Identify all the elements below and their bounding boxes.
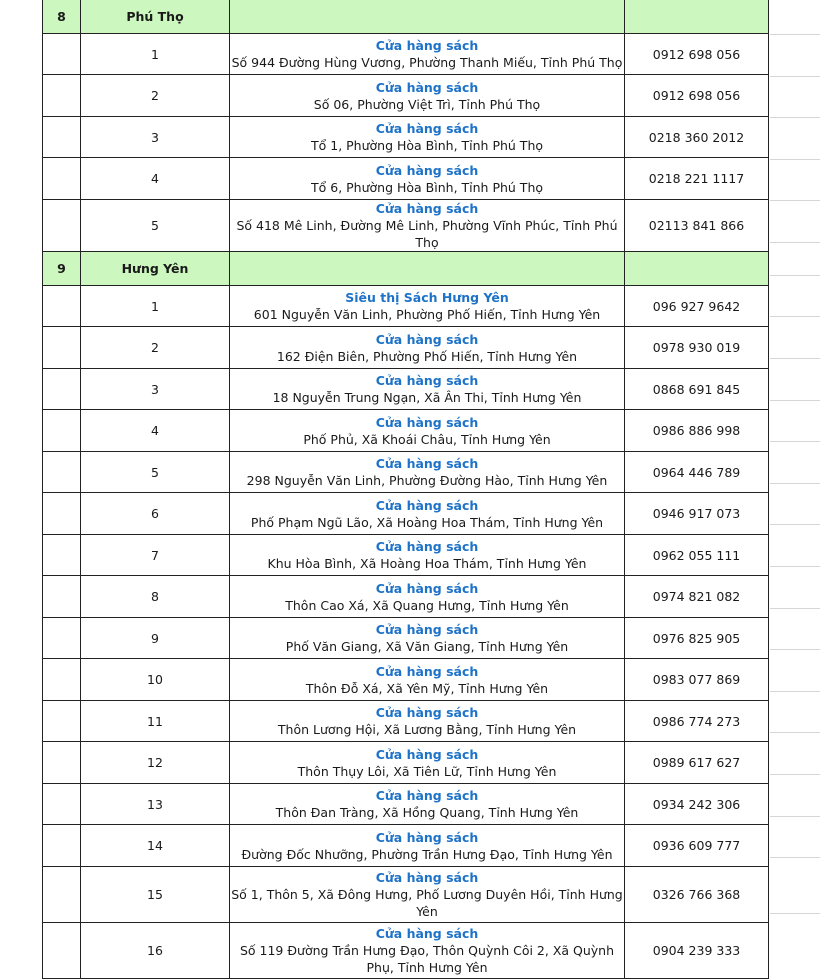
sheet-gridline: [770, 608, 820, 609]
store-name: Cửa hàng sách: [375, 497, 479, 513]
store-info-cell: [230, 825, 625, 867]
sheet-gridline: [770, 732, 820, 733]
store-phone-cell: 0946 917 073: [625, 493, 769, 535]
store-index-cell: 16: [81, 923, 230, 979]
store-phone-cell: 0218 221 1117: [625, 158, 769, 200]
store-row: [43, 117, 769, 158]
sheet-gridline: [770, 242, 820, 243]
store-row: [43, 410, 769, 452]
store-index-cell: 6: [81, 493, 230, 535]
province-blank-cell: [625, 252, 769, 286]
sheet-gridline: [770, 316, 820, 317]
store-info-cell: [230, 158, 625, 200]
store-info-cell: [230, 452, 625, 493]
blank-cell: [43, 784, 81, 825]
store-index-cell: 3: [81, 369, 230, 410]
sheet-gridline: [770, 400, 820, 401]
store-phone-cell: 096 927 9642: [625, 286, 769, 327]
store-phone-cell: 0326 766 368: [625, 867, 769, 923]
province-blank-cell: [230, 252, 625, 286]
blank-cell: [43, 867, 81, 923]
table-body: [43, 0, 769, 979]
blank-cell: [43, 701, 81, 742]
sheet-gridline: [770, 483, 820, 484]
store-row: [43, 825, 769, 867]
store-address: Thôn Cao Xá, Xã Quang Hưng, Tỉnh Hưng Yên: [285, 597, 569, 613]
sheet-gridline: [770, 200, 820, 201]
store-index-cell: 14: [81, 825, 230, 867]
blank-cell: [43, 535, 81, 576]
store-address: Thôn Đỗ Xá, Xã Yên Mỹ, Tỉnh Hưng Yên: [305, 680, 549, 696]
store-row: [43, 452, 769, 493]
store-name: Cửa hàng sách: [375, 79, 479, 95]
store-index-cell: 5: [81, 200, 230, 252]
store-phone-cell: 0964 446 789: [625, 452, 769, 493]
store-name: Cửa hàng sách: [375, 705, 479, 720]
store-info-cell: [230, 618, 625, 659]
sheet-gridline: [770, 524, 820, 525]
store-row: [43, 369, 769, 410]
blank-cell: [43, 452, 81, 493]
store-index-cell: 13: [81, 784, 230, 825]
blank-cell: [43, 825, 81, 867]
store-address: Số 944 Đường Hùng Vương, Phường Thanh Miếu, Tỉnh Phú Thọ: [231, 55, 623, 70]
store-name: Cửa hàng sách: [375, 414, 479, 430]
store-info-cell: [230, 327, 625, 369]
store-info-cell: [230, 75, 625, 117]
store-row: [43, 535, 769, 576]
sheet-gridline: [770, 441, 820, 442]
bookstore-table: [42, 0, 769, 979]
store-address: Phố Văn Giang, Xã Văn Giang, Tỉnh Hưng Yên: [285, 639, 569, 654]
store-address: 298 Nguyễn Văn Linh, Phường Đường Hào, Tỉnh Hưng Yên: [246, 473, 608, 488]
store-info-cell: [230, 576, 625, 618]
store-row: [43, 327, 769, 369]
sheet-gridline: [770, 774, 820, 775]
blank-cell: [43, 493, 81, 535]
store-row: [43, 784, 769, 825]
store-info-cell: [230, 286, 625, 327]
store-name: Cửa hàng sách: [375, 788, 479, 803]
store-row: [43, 286, 769, 327]
store-address: Số 418 Mê Linh, Đường Mê Linh, Phường Vĩnh Phúc, Tỉnh Phú Thọ: [236, 218, 618, 250]
store-address: Thôn Đan Tràng, Xã Hồng Quang, Tỉnh Hưng Yên: [275, 805, 579, 820]
store-phone-cell: 0936 609 777: [625, 825, 769, 867]
store-phone-cell: 0868 691 845: [625, 369, 769, 410]
store-info-cell: [230, 659, 625, 701]
store-index-cell: 10: [81, 659, 230, 701]
store-phone-cell: 0986 774 273: [625, 701, 769, 742]
store-info-cell: [230, 410, 625, 452]
sheet-gridline: [770, 649, 820, 650]
sheet-gridline: [770, 34, 820, 35]
province-name-cell: Phú Thọ: [81, 0, 230, 34]
store-info-cell: [230, 701, 625, 742]
store-phone-cell: 0904 239 333: [625, 923, 769, 979]
store-row: [43, 34, 769, 75]
blank-cell: [43, 75, 81, 117]
sheet-gridline: [770, 275, 820, 276]
store-phone-cell: 0976 825 905: [625, 618, 769, 659]
store-address: Số 06, Phường Việt Trì, Tỉnh Phú Thọ: [313, 96, 541, 112]
store-info-cell: [230, 923, 625, 979]
store-index-cell: 2: [81, 327, 230, 369]
store-index-cell: 5: [81, 452, 230, 493]
store-phone-cell: 0934 242 306: [625, 784, 769, 825]
store-row: [43, 493, 769, 535]
store-address: Phố Phủ, Xã Khoái Châu, Tỉnh Hưng Yên: [303, 431, 551, 447]
store-phone-cell: 0978 930 019: [625, 327, 769, 369]
sheet-gridline: [770, 117, 820, 118]
store-name: Cửa hàng sách: [375, 331, 479, 347]
province-number-cell: 9: [43, 252, 81, 286]
store-row: [43, 75, 769, 117]
store-info-cell: [230, 493, 625, 535]
store-index-cell: 11: [81, 701, 230, 742]
blank-cell: [43, 34, 81, 75]
blank-cell: [43, 327, 81, 369]
store-info-cell: [230, 117, 625, 158]
store-index-cell: 3: [81, 117, 230, 158]
province-name-cell: Hưng Yên: [81, 252, 230, 286]
blank-cell: [43, 618, 81, 659]
store-address: 18 Nguyễn Trung Ngạn, Xã Ân Thi, Tỉnh Hưng Yên: [272, 390, 582, 405]
store-info-cell: [230, 784, 625, 825]
province-header-row: [43, 0, 769, 34]
store-index-cell: 4: [81, 158, 230, 200]
store-row: [43, 576, 769, 618]
store-index-cell: 1: [81, 34, 230, 75]
blank-cell: [43, 410, 81, 452]
store-name: Cửa hàng sách: [375, 829, 479, 845]
province-header-row: [43, 252, 769, 286]
store-address: Tổ 6, Phường Hòa Bình, Tỉnh Phú Thọ: [310, 179, 544, 195]
store-row: [43, 659, 769, 701]
store-index-cell: 4: [81, 410, 230, 452]
store-row: [43, 158, 769, 200]
store-info-cell: [230, 535, 625, 576]
store-phone-cell: 0983 077 869: [625, 659, 769, 701]
store-row: [43, 867, 769, 923]
store-address: Thôn Thụy Lôi, Xã Tiên Lữ, Tỉnh Hưng Yên: [297, 763, 557, 779]
sheet-gridline: [770, 857, 820, 858]
store-address: Số 119 Đường Trần Hưng Đạo, Thôn Quỳnh Côi 2, Xã Quỳnh Phụ, Tỉnh Hưng Yên: [239, 943, 615, 975]
sheet-gridline: [770, 913, 820, 914]
store-phone-cell: 0986 886 998: [625, 410, 769, 452]
store-address: 162 Điện Biên, Phường Phố Hiến, Tỉnh Hưng Yên: [276, 348, 578, 364]
store-index-cell: 12: [81, 742, 230, 784]
store-address: Phố Phạm Ngũ Lão, Xã Hoàng Hoa Thám, Tỉnh Hưng Yên: [250, 514, 604, 530]
store-row: [43, 923, 769, 979]
store-name: Cửa hàng sách: [375, 201, 479, 216]
store-name: Cửa hàng sách: [375, 38, 479, 53]
sheet-gridline: [770, 358, 820, 359]
store-phone-cell: 0912 698 056: [625, 34, 769, 75]
store-name: Cửa hàng sách: [375, 162, 479, 178]
store-address: 601 Nguyễn Văn Linh, Phường Phố Hiến, Tỉnh Hưng Yên: [253, 307, 601, 322]
store-address: Đường Đốc Nhưỡng, Phường Trần Hưng Đạo, Tỉnh Hưng Yên: [241, 846, 613, 862]
store-row: [43, 701, 769, 742]
blank-cell: [43, 659, 81, 701]
store-address: Khu Hòa Bình, Xã Hoàng Hoa Thám, Tỉnh Hưng Yên: [267, 556, 587, 571]
store-name: Cửa hàng sách: [375, 622, 479, 637]
sheet-gridline: [770, 691, 820, 692]
store-index-cell: 8: [81, 576, 230, 618]
store-address: Tổ 1, Phường Hòa Bình, Tỉnh Phú Thọ: [310, 138, 544, 153]
blank-cell: [43, 117, 81, 158]
store-phone-cell: 02113 841 866: [625, 200, 769, 252]
store-row: [43, 742, 769, 784]
store-phone-cell: 0989 617 627: [625, 742, 769, 784]
store-info-cell: [230, 742, 625, 784]
store-name: Cửa hàng sách: [375, 746, 479, 762]
store-name: Cửa hàng sách: [375, 926, 479, 941]
store-address: Số 1, Thôn 5, Xã Đông Hưng, Phố Lương Duyên Hồi, Tỉnh Hưng Yên: [231, 887, 623, 919]
store-index-cell: 1: [81, 286, 230, 327]
blank-cell: [43, 286, 81, 327]
store-index-cell: 9: [81, 618, 230, 659]
store-phone-cell: 0974 821 082: [625, 576, 769, 618]
blank-cell: [43, 923, 81, 979]
store-phone-cell: 0962 055 111: [625, 535, 769, 576]
store-name: Cửa hàng sách: [375, 580, 479, 596]
blank-cell: [43, 369, 81, 410]
blank-cell: [43, 200, 81, 252]
store-name: Cửa hàng sách: [375, 121, 479, 136]
store-name: Cửa hàng sách: [375, 870, 479, 885]
province-blank-cell: [230, 0, 625, 34]
sheet-gridline: [770, 159, 820, 160]
blank-cell: [43, 742, 81, 784]
store-name: Siêu thị Sách Hưng Yên: [345, 290, 509, 305]
store-index-cell: 7: [81, 535, 230, 576]
store-index-cell: 15: [81, 867, 230, 923]
province-number-cell: 8: [43, 0, 81, 34]
blank-cell: [43, 158, 81, 200]
province-blank-cell: [625, 0, 769, 34]
store-index-cell: 2: [81, 75, 230, 117]
store-name: Cửa hàng sách: [375, 539, 479, 554]
sheet-gridline: [770, 76, 820, 77]
store-info-cell: [230, 369, 625, 410]
store-info-cell: [230, 34, 625, 75]
store-row: [43, 618, 769, 659]
store-phone-cell: 0912 698 056: [625, 75, 769, 117]
store-name: Cửa hàng sách: [375, 456, 479, 471]
store-info-cell: [230, 867, 625, 923]
sheet-gridline: [770, 566, 820, 567]
store-address: Thôn Lương Hội, Xã Lương Bằng, Tỉnh Hưng Yên: [277, 722, 577, 737]
blank-cell: [43, 576, 81, 618]
store-info-cell: [230, 200, 625, 252]
store-row: [43, 200, 769, 252]
store-name: Cửa hàng sách: [375, 663, 479, 679]
store-name: Cửa hàng sách: [375, 373, 479, 388]
store-phone-cell: 0218 360 2012: [625, 117, 769, 158]
sheet-gridline: [770, 816, 820, 817]
